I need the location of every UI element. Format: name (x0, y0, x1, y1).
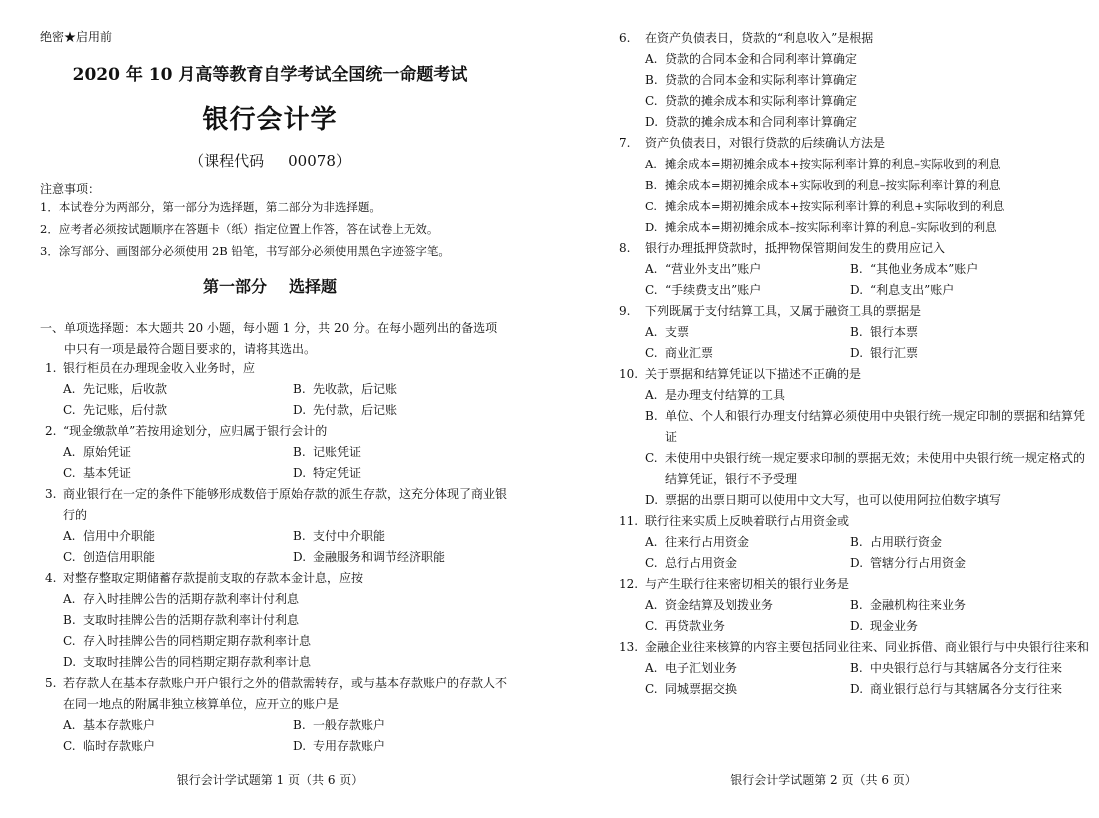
section-heading-line: 中只有一项是最符合题目要求的，请将其选出。 (64, 342, 317, 356)
question-number: 8. (619, 241, 631, 255)
section-heading (40, 318, 520, 360)
question-item (45, 568, 515, 673)
option-d: D. “利息支出”账户 (850, 283, 955, 297)
option-c: C. 未使用中央银行统一规定要求印制的票据无效；未使用中央银行统一规定格式的结算凭证，银行不予受理 (645, 451, 1086, 486)
part-title (0, 274, 540, 297)
option-d: D. 先付款，后记账 (293, 403, 398, 417)
option-c: C. 同城票据交换 (645, 682, 738, 696)
option-d: D. 摊余成本=期初摊余成本–按实际利率计算的利息–实际收到的利息 (645, 220, 997, 234)
question-item (45, 358, 515, 421)
question-item (619, 133, 1093, 238)
option-a: A. 先记账，后收款 (63, 382, 168, 396)
course-code-value: 00078） (288, 152, 351, 170)
option-b: B. 银行本票 (850, 325, 919, 339)
options (623, 385, 1093, 511)
question-number: 12. (619, 577, 639, 591)
question-item (45, 421, 515, 484)
option-c: C. 再贷款业务 (645, 619, 726, 633)
question-number: 13. (619, 640, 639, 654)
question-item (619, 637, 1093, 700)
part-name: 选择题 (289, 277, 338, 296)
option-c: C. 临时存款账户 (63, 739, 156, 753)
subject-title: 银行会计学 (202, 105, 338, 135)
question-stem: 8. 银行办理抵押贷款时，抵押物保管期间发生的费用应记入 (623, 238, 1093, 259)
question-number: 6. (619, 31, 631, 45)
option-b: B. 单位、个人和银行办理支付结算必须使用中央银行统一规定印制的票据和结算凭证 (645, 409, 1086, 444)
question-stem: 9. 下列既属于支付结算工具，又属于融资工具的票据是 (623, 301, 1093, 322)
options (623, 259, 1093, 301)
option-b: B. 金融机构往来业务 (850, 598, 967, 612)
options (623, 658, 1093, 700)
note-item: 2．应考者必须按试题顺序在答题卡（纸）指定位置上作答，答在试卷上无效。 (40, 222, 439, 236)
question-list (619, 28, 1093, 700)
option-a: A. 摊余成本=期初摊余成本+按实际利率计算的利息–实际收到的利息 (645, 157, 1001, 171)
course-code-label: （课程代码 (189, 152, 265, 170)
option-b: B. 中央银行总行与其辖属各分支行往来 (850, 661, 1063, 675)
option-a: A. 资金结算及划拨业务 (645, 598, 774, 612)
option-b: B. 贷款的合同本金和实际利率计算确定 (645, 73, 858, 87)
section-heading-line: 一、单项选择题：本大题共 20 小题，每小题 1 分，共 20 分。在每小题列出的备选项 (40, 321, 498, 335)
option-a: A. 基本存款账户 (63, 718, 156, 732)
question-stem: 11. 联行往来实质上反映着联行占用资金或 (623, 511, 1093, 532)
question-stem: 6. 在资产负债表日，贷款的“利息收入”是根据 (623, 28, 1093, 49)
option-c: C. 贷款的摊余成本和实际利率计算确定 (645, 94, 858, 108)
exam-page-2 (548, 0, 1099, 818)
question-stem: 10. 关于票据和结算凭证以下描述不正确的是 (623, 364, 1093, 385)
notes-title: 注意事项： (40, 182, 101, 196)
question-number: 5. (45, 676, 57, 690)
question-number: 4. (45, 571, 57, 585)
option-c: C. 商业汇票 (645, 346, 714, 360)
option-a: A. 存入时挂牌公告的活期存款利率计付利息 (63, 592, 300, 606)
option-d: D. 特定凭证 (293, 466, 362, 480)
option-d: D. 专用存款账户 (293, 739, 386, 753)
exam-title: 2020 年 10 月高等教育自学考试全国统一命题考试 (72, 65, 468, 85)
question-stem: 3. 商业银行在一定的条件下能够形成数倍于原始存款的派生存款，这充分体现了商业银行的 (45, 484, 515, 526)
options (623, 49, 1093, 133)
page-footer: 银行会计学试题第 1 页（共 6 页） (176, 773, 364, 787)
option-c: C. 摊余成本=期初摊余成本+按实际利率计算的利息+实际收到的利息 (645, 199, 1005, 213)
option-b: B. 一般存款账户 (293, 718, 386, 732)
option-c: C. 创造信用职能 (63, 550, 156, 564)
question-number: 10. (619, 367, 639, 381)
option-a: A. 往来行占用资金 (645, 535, 750, 549)
question-stem: 2. “现金缴款单”若按用途划分，应归属于银行会计的 (45, 421, 515, 442)
option-d: D. 商业银行总行与其辖属各分支行往来 (850, 682, 1063, 696)
page-footer: 银行会计学试题第 2 页（共 6 页） (730, 773, 917, 787)
question-item (619, 364, 1093, 511)
option-b: B. 记账凭证 (293, 445, 362, 459)
note-item: 1．本试卷分为两部分，第一部分为选择题，第二部分为非选择题。 (40, 200, 381, 214)
question-stem: 5. 若存款人在基本存款账户开户银行之外的借款需转存，或与基本存款账户的存款人不在同一地点的附属非独立核算单位，应开立的账户是 (45, 673, 515, 715)
question-item (619, 238, 1093, 301)
question-number: 11. (619, 514, 639, 528)
options (45, 715, 515, 757)
option-d: D. 贷款的摊余成本和合同利率计算确定 (645, 115, 858, 129)
option-a: A. 是办理支付结算的工具 (645, 388, 786, 402)
question-stem: 13. 金融企业往来核算的内容主要包括同业往来、同业拆借、商业银行与中央银行往来和 (623, 637, 1093, 658)
secret-mark: 绝密★启用前 (40, 30, 113, 44)
option-d: D. 银行汇票 (850, 346, 919, 360)
option-a: A. 支票 (645, 325, 690, 339)
option-c: C. 基本凭证 (63, 466, 132, 480)
question-item (619, 301, 1093, 364)
option-b: B. 占用联行资金 (850, 535, 943, 549)
exam-page-1 (0, 0, 540, 818)
option-b: B. 支付中介职能 (293, 529, 386, 543)
option-a: A. 电子汇划业务 (645, 661, 738, 675)
question-item (45, 673, 515, 757)
options (623, 322, 1093, 364)
option-b: B. 先收款，后记账 (293, 382, 398, 396)
question-number: 3. (45, 487, 57, 501)
option-c: C. 先记账，后付款 (63, 403, 168, 417)
option-b: B. 摊余成本=期初摊余成本+实际收到的利息–按实际利率计算的利息 (645, 178, 1001, 192)
options (45, 526, 515, 568)
options (45, 379, 515, 421)
question-item (45, 484, 515, 568)
option-c: C. 存入时挂牌公告的同档期定期存款利率计息 (63, 634, 312, 648)
options (623, 532, 1093, 574)
option-d: D. 金融服务和调节经济职能 (293, 550, 446, 564)
option-b: B. 支取时挂牌公告的活期存款利率计付利息 (63, 613, 300, 627)
question-stem: 12. 与产生联行往来密切相关的银行业务是 (623, 574, 1093, 595)
option-d: D. 管辖分行占用资金 (850, 556, 967, 570)
question-number: 1. (45, 361, 57, 375)
option-d: D. 票据的出票日期可以使用中文大写，也可以使用阿拉伯数字填写 (645, 493, 1002, 507)
option-c: C. 总行占用资金 (645, 556, 738, 570)
option-a: A. 贷款的合同本金和合同利率计算确定 (645, 52, 858, 66)
options (45, 442, 515, 484)
part-label: 第一部分 (202, 277, 267, 296)
question-stem: 4. 对整存整取定期储蓄存款提前支取的存款本金计息，应按 (45, 568, 515, 589)
option-a: A. “营业外支出”账户 (645, 262, 762, 276)
question-list (45, 358, 515, 757)
option-c: C. “手续费支出”账户 (645, 283, 762, 297)
question-number: 2. (45, 424, 57, 438)
notes-list (40, 196, 520, 262)
option-a: A. 原始凭证 (63, 445, 132, 459)
option-d: D. 支取时挂牌公告的同档期定期存款利率计息 (63, 655, 312, 669)
options (623, 595, 1093, 637)
option-d: D. 现金业务 (850, 619, 919, 633)
question-item (619, 511, 1093, 574)
option-b: B. “其他业务成本”账户 (850, 262, 979, 276)
question-item (619, 28, 1093, 133)
question-item (619, 574, 1093, 637)
course-code (0, 150, 540, 171)
question-stem: 1. 银行柜员在办理现金收入业务时，应 (45, 358, 515, 379)
question-number: 7. (619, 136, 631, 150)
note-item: 3．涂写部分、画图部分必须使用 2B 铅笔，书写部分必须使用黑色字迹签字笔。 (40, 244, 450, 258)
question-number: 9. (619, 304, 631, 318)
options (623, 154, 1093, 238)
options (45, 589, 515, 673)
option-a: A. 信用中介职能 (63, 529, 156, 543)
question-stem: 7. 资产负债表日，对银行贷款的后续确认方法是 (623, 133, 1093, 154)
